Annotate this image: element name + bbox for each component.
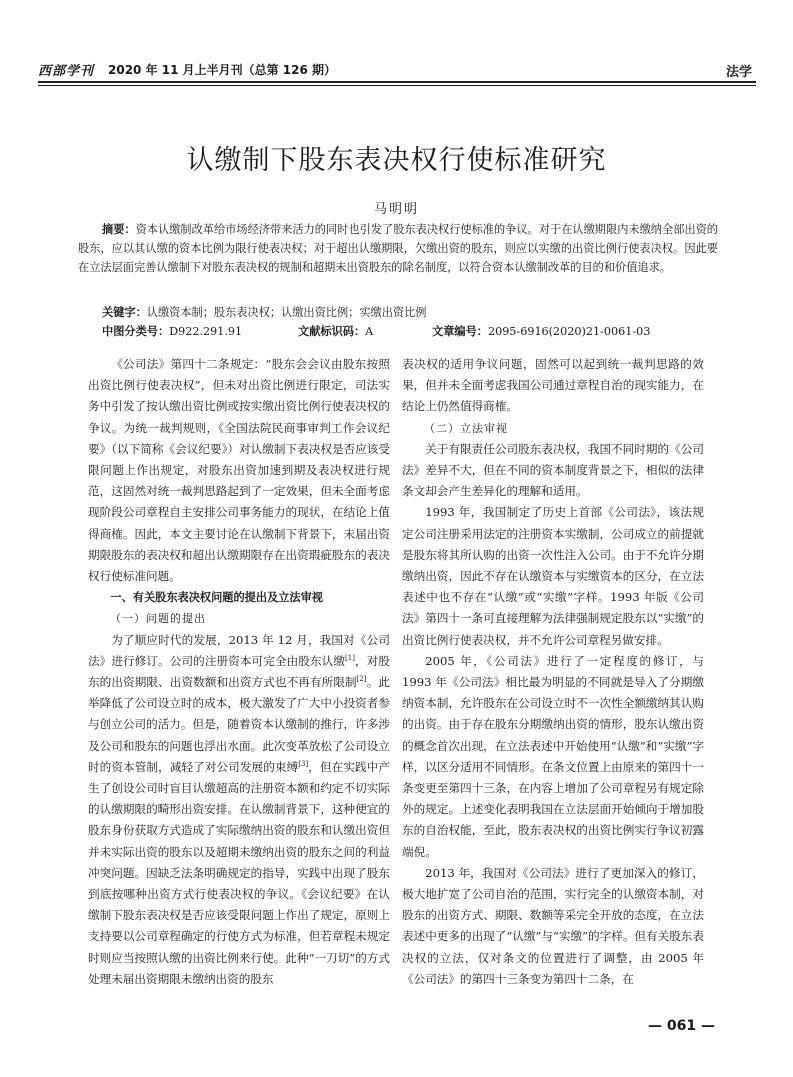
paragraph: 2013 年，我国对《公司法》进行了更加深入的修订，极大地扩宽了公司自治的范围，实行完全的认缴资本制，对股东的出资方式、期限、数额等采完全开放的态度，在立法表述中更多的出现了“认缴”与“实缴”的字样。但有关股东表决权的立法，仅对条文的位置进行了调整，由 2005 年《公司法》的第四十三条变为第四十二条，在: [402, 865, 704, 986]
subsection-heading: （一）问题的提出: [110, 612, 206, 626]
article-number: 文章编号：2095-6916(2020)21-0061-03: [432, 325, 651, 338]
paragraph: 表决权的适用争议问题，固然可以起到统一裁判思路的效果，但并未全面考虑我国公司通过章程自治的现实能力，在结论上仍然值得商榷。: [402, 357, 704, 414]
paragraph: 2005 年，《公司法》进行了一定程度的修订，与 1993 年《公司法》相比最为明显的不同就是导入了分期缴纳资本制，允许股东在公司设立时不一次性全额缴纳其认购的出资。由于存在股东分期缴纳出资的情形，股东认缴出资的概念首次出现，在立法表述中开始使用“认缴”和“实缴”字样，以区分适用不同情形。在条文位置上由原来的第四十一条变更至第四十三条，在内容上增加了公司章程另有规定除外的规定。上述变化表明我国在立法层面开始倾向于增加股东的自治权能，至此，股东表决权的出资比例实行争议初露端倪。: [402, 653, 704, 859]
journal-section: 法学: [725, 65, 752, 80]
keywords-text: 认缴资本制；股东表决权；认缴出资比例；实缴出资比例: [146, 306, 427, 319]
citation: [3]: [298, 760, 309, 768]
clc-number: 中图分类号：D922.291.91: [102, 325, 243, 338]
keywords: [102, 303, 722, 322]
body-column-right: [402, 354, 704, 990]
section-heading: 一、有关股东表决权问题的提出及立法审视: [110, 591, 323, 605]
header-rule-thin: [38, 85, 756, 86]
header-rule: [38, 81, 756, 83]
body-column-left: [88, 354, 390, 990]
article-meta: [102, 322, 722, 341]
article-author: 马明明: [373, 202, 419, 217]
journal-issue: 2020 年 11 月上半月刊（总第 126 期）: [108, 63, 337, 77]
journal-logo: 西部学刊: [38, 64, 95, 79]
abstract-label: 摘要：: [102, 223, 136, 236]
paragraph: 1993 年，我国制定了历史上首部《公司法》，该法规定公司注册采用法定的注册资本实缴制，公司成立的前提就是股东将其所认购的出资一次性注入公司。由于不允许分期缴纳出资，因此不存在认缴资本与实缴资本的区分，在立法表述中也不存在“认缴”或“实缴”字样。1993 年版《公司法》第四十一条可直接理解为法律强制规定股东以“实缴”的出资比例行使表决权，并不允许公司章程另做安排。: [402, 505, 704, 647]
subsection-heading: （二）立法审视: [424, 421, 508, 435]
abstract: [78, 220, 718, 277]
citation: [2]: [356, 675, 367, 684]
running-header: [38, 58, 756, 80]
paragraph: 关于有限责任公司股东表决权，我国不同时期的《公司法》差异不大，但在不同的资本制度背景之下，相似的法律条文却会产生差异化的理解和适用。: [402, 441, 704, 499]
page-number: — 061 —: [648, 1018, 715, 1034]
paragraph: 《公司法》第四十二条规定：“股东会会议由股东按照出资比例行使表决权”，但未对出资比例进行限定，司法实务中引发了按认缴出资比例或按实缴出资比例行使表决权的争议。为统一裁判规则，《全国法院民商事审判工作会议纪要》（以下简称《会议纪要》）对认缴制下表决权是否应该受限问题上作出规定，对股东出资加速到期及表决权进行规范，这固然对统一裁判思路起到了一定效果，但未全面考虑现阶段公司章程自主安排公司事务能力的现状，在结论上值得商榷。因此，本文主要讨论在认缴制下背景下，未届出资期限股东的表决权和超出认缴期限存在出资瑕疵股东的表决权行使标准问题。: [88, 357, 390, 584]
abstract-text: 资本认缴制改革给市场经济带来活力的同时也引发了股东表决权行使标准的争议。对于在认缴期限内未缴纳全部出资的股东，应以其认缴的资本比例为限行使表决权；对于超出认缴期限，欠缴出资的股东，则应以实缴的出资比例行使表决权。因此要在立法层面完善认缴制下对股东表决权的规制和超期未出资股东的除名制度，以符合资本认缴制改革的目的和价值追求。: [78, 223, 718, 274]
keywords-label: 关键字：: [102, 306, 147, 319]
document-code: 文献标识码：A: [298, 325, 374, 338]
paragraph: 为了顺应时代的发展，2013 年 12 月，我国对《公司法》进行修订。公司的注册资本可完全由股东认缴[1]，对股东的出资期限、出资数额和出资方式也不再有所限制[2]。此举降低了公司设立时的成本，极大激发了广大中小投资者参与创立公司的活力。但是，随着资本认缴制的推行，许多涉及公司和股东的问题也浮出水面。此次变革放松了公司设立时的资本管制，减轻了对公司发展的束缚[3]，但在实践中产生了创设公司时盲目认缴超高的注册资本额和约定不切实际的认缴期限的畸形出资安排。在认缴制背景下，这种便宜的股东身份获取方式造成了实际缴纳出资的股东和认缴出资但并未实际出资的股东以及超期未缴纳出资的股东之间的利益冲突问题。因缺乏法条明确规定的指导，实践中出现了股东到底按哪种出资方式行使表决权的争议。《会议纪要》在认缴制下股东表决权是否应该受限问题上作出了规定，原则上支持要以公司章程确定的行使方式为标准，但若章程未规定时则应当按照认缴的出资比例来行使。此种“一刀切”的方式处理未届出资期限未缴纳出资的股东: [88, 632, 390, 986]
article-title: 认缴制下股东表决权行使标准研究: [186, 145, 607, 176]
citation: [1]: [345, 653, 355, 662]
